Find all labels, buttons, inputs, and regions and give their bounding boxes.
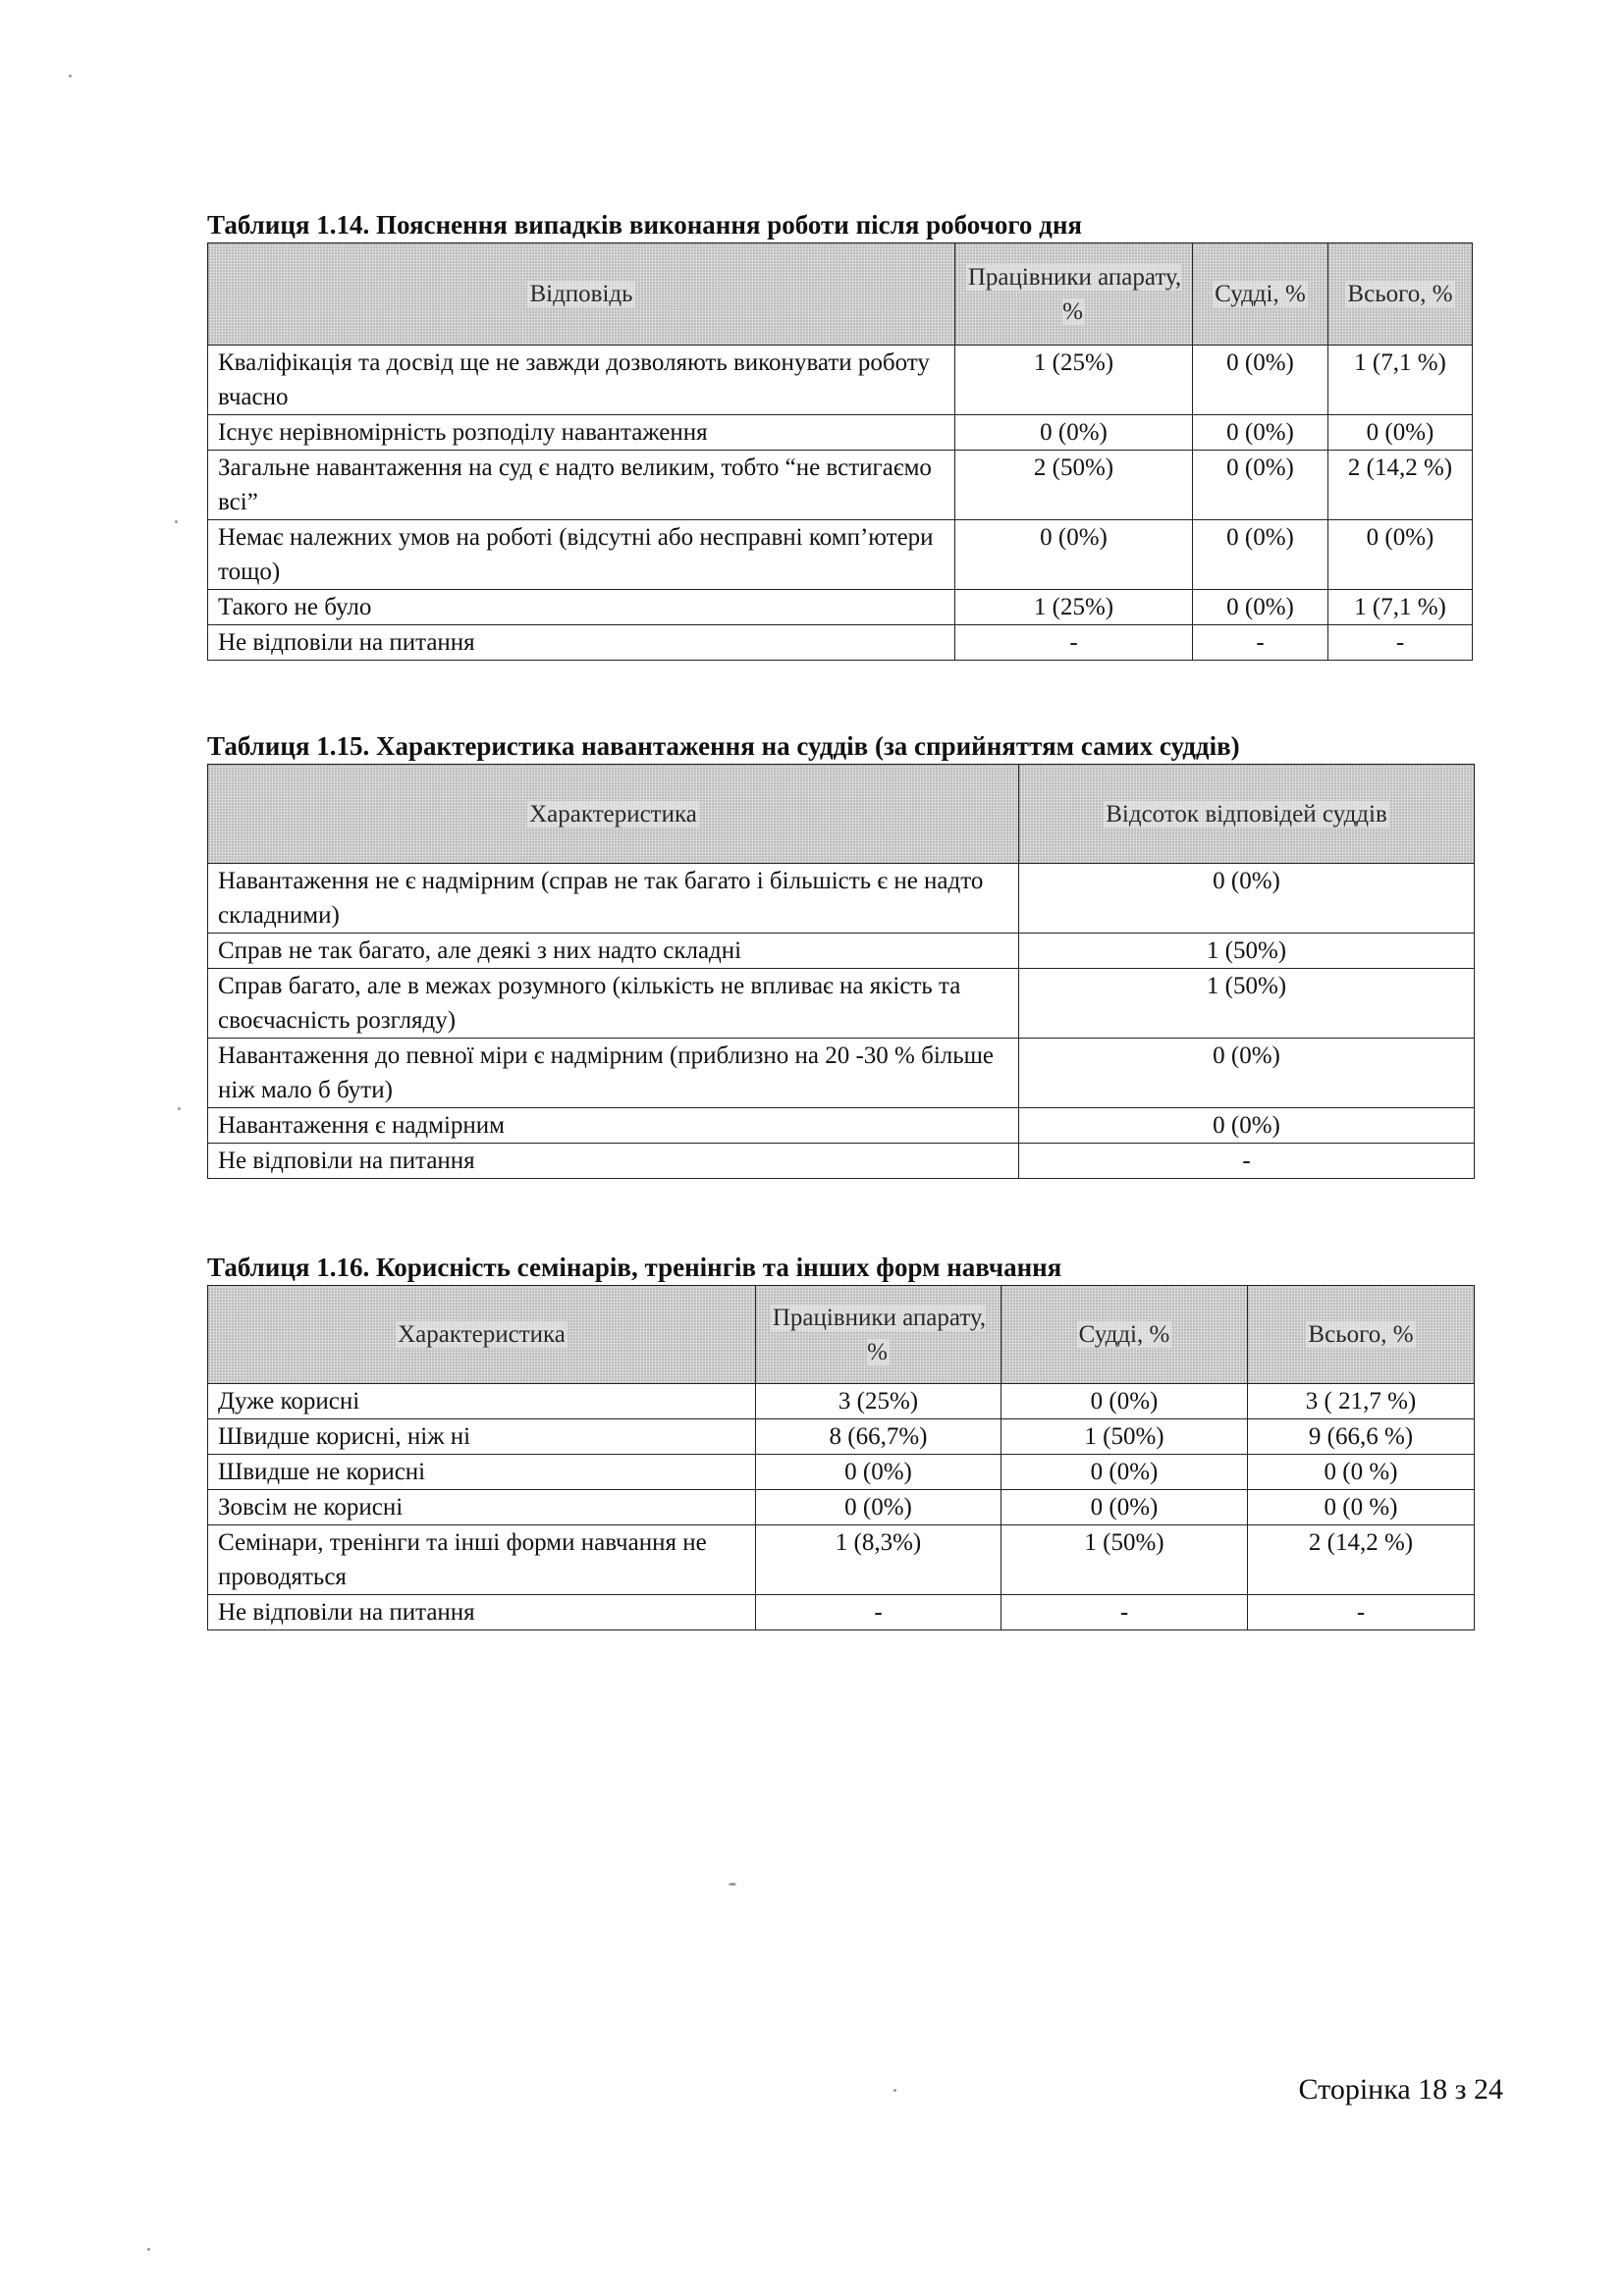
table-cell: 3 ( 21,7 %) [1248,1384,1475,1419]
table-cell: 0 (0%) [955,415,1193,451]
table-cell: 1 (50%) [1019,969,1475,1039]
table-cell: Семінари, тренінги та інші форми навчання не проводяться [208,1525,756,1595]
column-header: Відсоток відповідей суддів [1019,765,1475,864]
table-cell: 3 (25%) [756,1384,1001,1419]
table-cell: 2 (14,2 %) [1248,1525,1475,1595]
table-cell: Такого не було [208,590,955,625]
column-header: Судді, % [1001,1286,1248,1384]
table-row [208,1455,1475,1490]
column-header: Працівники апарату, % [955,243,1193,346]
table-cell: 1 (50%) [1001,1419,1248,1455]
table-cell: Немає належних умов на роботі (відсутні або несправні комп’ютери тощо) [208,520,955,590]
table-cell: 8 (66,7%) [756,1419,1001,1455]
scan-speck [147,2248,150,2251]
table-cell: 0 (0%) [1001,1384,1248,1419]
table-cell: 0 (0%) [1193,590,1328,625]
table-row [208,1039,1475,1108]
table-row [208,520,1473,590]
table-cell: - [1019,1144,1475,1179]
table-row [208,1384,1475,1419]
scan-speck [69,75,72,78]
table-caption: Таблиця 1.14. Пояснення випадків виконання роботи після робочого дня [207,210,1082,240]
table-cell: 0 (0 %) [1248,1455,1475,1490]
table-1-14 [207,242,1473,661]
table-cell: 0 (0%) [1019,1108,1475,1144]
table-cell: Зовсім не корисні [208,1490,756,1525]
table-cell: 0 (0%) [1193,520,1328,590]
column-header: Всього, % [1328,243,1473,346]
table-cell: 0 (0 %) [1248,1490,1475,1525]
table-cell: Справ не так багато, але деякі з них надто складні [208,934,1019,969]
table-cell: Загальне навантаження на суд є надто великим, тобто “не встигаємо всі” [208,451,955,520]
column-header: Характеристика [208,1286,756,1384]
table-row [208,590,1473,625]
table-row [208,1490,1475,1525]
table-row [208,1525,1475,1595]
table-cell: Не відповіли на питання [208,625,955,661]
table-row [208,346,1473,415]
page-number: Сторінка 18 з 24 [1298,2073,1503,2106]
table-cell: 0 (0%) [1001,1455,1248,1490]
table-row [208,1144,1475,1179]
scan-speck [893,2089,896,2092]
table-cell: 1 (8,3%) [756,1525,1001,1595]
table-cell: - [1248,1595,1475,1630]
table-cell: 1 (50%) [1019,934,1475,969]
table-1-14-block [207,210,1473,661]
table-row [208,934,1475,969]
table-row [208,864,1475,934]
table-cell: 0 (0%) [756,1455,1001,1490]
table-cell: Існує нерівномірність розподілу навантаження [208,415,955,451]
table-cell: 1 (25%) [955,590,1193,625]
table-cell: 0 (0%) [1019,1039,1475,1108]
table-row [208,625,1473,661]
table-cell: - [1193,625,1328,661]
table-row [208,1419,1475,1455]
table-cell: Швидше корисні, ніж ні [208,1419,756,1455]
column-header: Судді, % [1193,243,1328,346]
table-caption: Таблиця 1.16. Корисність семінарів, тренінгів та інших форм навчання [207,1253,1062,1282]
table-cell: 0 (0%) [756,1490,1001,1525]
table-caption: Таблиця 1.15. Характеристика навантаження на суддів (за сприйняттям самих суддів) [207,731,1240,761]
table-cell: 0 (0%) [1019,864,1475,934]
table-1-16-block [207,1253,1475,1630]
table-cell: Справ багато, але в межах розумного (кількість не впливає на якість та своєчасність розгляду) [208,969,1019,1039]
table-1-16 [207,1285,1475,1630]
table-cell: 0 (0%) [1193,415,1328,451]
table-cell: 0 (0%) [1001,1490,1248,1525]
table-cell: 1 (7,1 %) [1328,346,1473,415]
table-cell: Навантаження є надмірним [208,1108,1019,1144]
column-header: Характеристика [208,765,1019,864]
table-cell: 2 (14,2 %) [1328,451,1473,520]
table-cell: Не відповіли на питання [208,1595,756,1630]
table-cell: - [1328,625,1473,661]
table-cell: Навантаження до певної міри є надмірним (приблизно на 20 -30 % більше ніж мало б бути) [208,1039,1019,1108]
table-cell: 0 (0%) [1193,451,1328,520]
table-cell: 0 (0%) [1193,346,1328,415]
table-cell: Не відповіли на питання [208,1144,1019,1179]
table-cell: 1 (50%) [1001,1525,1248,1595]
table-row [208,415,1473,451]
table-header-row [208,765,1475,864]
table-cell: 1 (7,1 %) [1328,590,1473,625]
column-header: Всього, % [1248,1286,1475,1384]
table-1-15-block [207,731,1475,1179]
table-cell: 0 (0%) [955,520,1193,590]
table-row [208,451,1473,520]
table-header-row [208,243,1473,346]
column-header: Працівники апарату, % [756,1286,1001,1384]
column-header: Відповідь [208,243,955,346]
scan-speck [178,1107,181,1110]
table-cell: 2 (50%) [955,451,1193,520]
scan-speck [729,1883,736,1886]
table-row [208,969,1475,1039]
table-cell: Швидше не корисні [208,1455,756,1490]
table-row [208,1595,1475,1630]
scan-speck [175,520,178,523]
table-cell: Дуже корисні [208,1384,756,1419]
table-cell: 1 (25%) [955,346,1193,415]
table-row [208,1108,1475,1144]
table-cell: 0 (0%) [1328,415,1473,451]
table-header-row [208,1286,1475,1384]
table-1-15 [207,764,1475,1179]
table-cell: Кваліфікація та досвід ще не завжди дозволяють виконувати роботу вчасно [208,346,955,415]
table-cell: - [955,625,1193,661]
table-cell: Навантаження не є надмірним (справ не так багато і більшість є не надто складними) [208,864,1019,934]
table-cell: - [756,1595,1001,1630]
table-cell: 0 (0%) [1328,520,1473,590]
table-cell: 9 (66,6 %) [1248,1419,1475,1455]
table-cell: - [1001,1595,1248,1630]
